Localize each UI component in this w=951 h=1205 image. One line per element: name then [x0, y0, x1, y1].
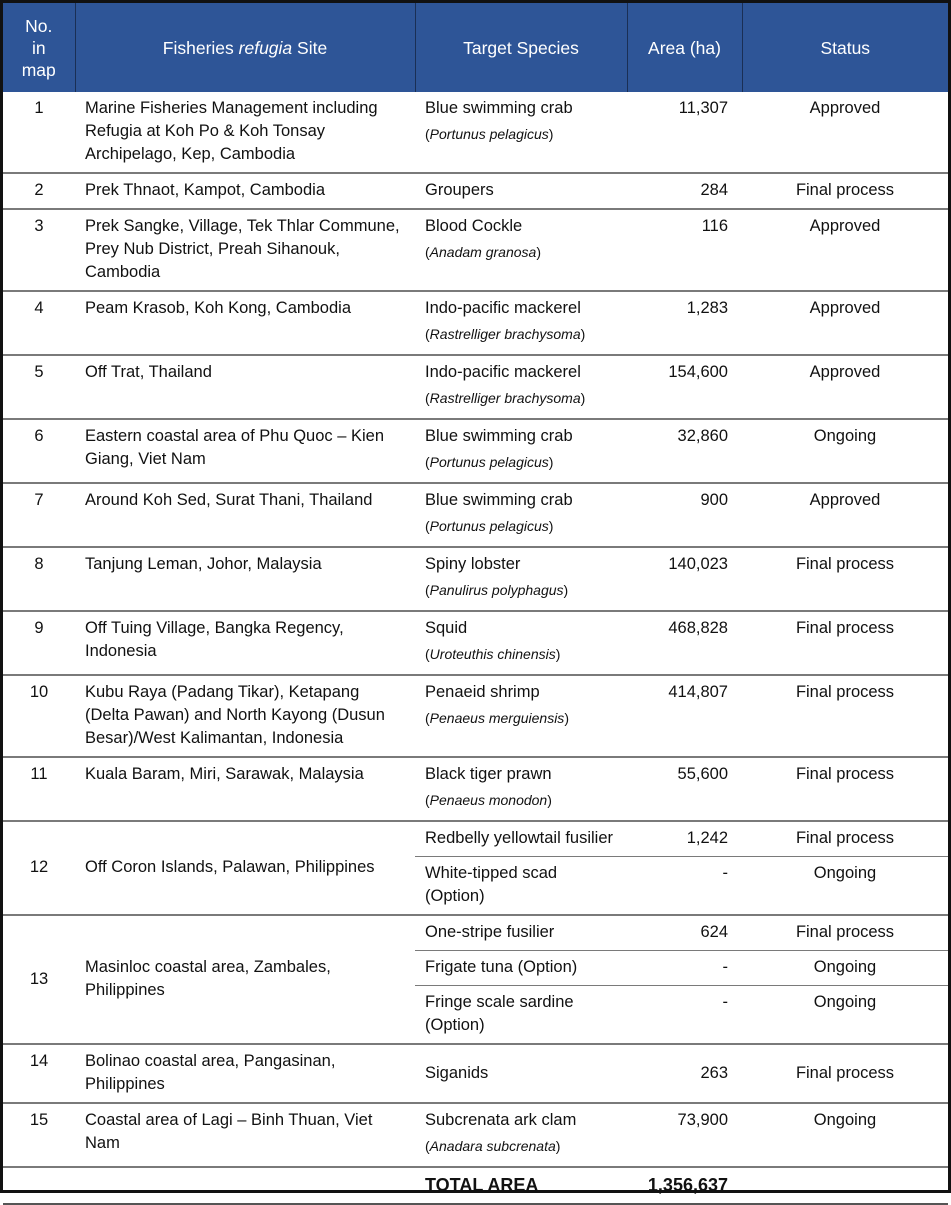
area-ha: 116	[627, 209, 742, 291]
target-species	[415, 857, 627, 916]
table-row	[3, 355, 948, 419]
site-name: Prek Thnaot, Kampot, Cambodia	[75, 173, 415, 209]
species-scientific-name: (Portunus pelagicus)	[425, 126, 554, 142]
species-common-name: Frigate tuna (Option)	[425, 958, 578, 976]
area-ha: 32,860	[627, 419, 742, 483]
status-value: Approved	[742, 483, 948, 547]
site-number: 12	[3, 821, 75, 915]
table-row	[3, 915, 948, 951]
site-name: Prek Sangke, Village, Tek Thlar Commune, Prey Nub District, Preah Sihanouk, Cambodia	[75, 209, 415, 291]
species-common-name: Subcrenata ark clam	[425, 1111, 577, 1129]
target-species	[415, 355, 627, 419]
table-row	[3, 483, 948, 547]
site-number: 3	[3, 209, 75, 291]
area-ha: 284	[627, 173, 742, 209]
species-common-name: Redbelly yellowtail fusilier	[425, 829, 613, 847]
species-scientific-name: (Anadam granosa)	[425, 244, 541, 260]
target-species	[415, 483, 627, 547]
status-value: Final process	[742, 611, 948, 675]
species-common-name: Siganids	[425, 1063, 489, 1082]
area-ha: 154,600	[627, 355, 742, 419]
status-value: Final process	[742, 757, 948, 821]
status-value: Final process	[742, 821, 948, 857]
site-name: Around Koh Sed, Surat Thani, Thailand	[75, 483, 415, 547]
target-species	[415, 173, 627, 209]
site-number: 10	[3, 675, 75, 757]
table-header	[3, 3, 948, 92]
status-value: Final process	[742, 547, 948, 611]
target-species	[415, 757, 627, 821]
target-species	[415, 209, 627, 291]
species-scientific-name: (Rastrelliger brachysoma)	[425, 326, 586, 342]
site-number: 13	[3, 915, 75, 1044]
area-ha: 73,900	[627, 1103, 742, 1167]
site-number: 11	[3, 757, 75, 821]
area-ha: -	[627, 857, 742, 916]
site-number: 7	[3, 483, 75, 547]
table-row	[3, 419, 948, 483]
table-row	[3, 547, 948, 611]
status-value: Final process	[742, 675, 948, 757]
area-ha: 1,283	[627, 291, 742, 355]
status-value: Approved	[742, 291, 948, 355]
table-row	[3, 1044, 948, 1103]
table-row	[3, 92, 948, 173]
species-common-name: Blue swimming crab	[425, 99, 573, 117]
target-species	[415, 986, 627, 1045]
target-species	[415, 92, 627, 173]
area-ha: 414,807	[627, 675, 742, 757]
species-common-name: Fringe scale sardine (Option)	[425, 993, 574, 1034]
status-value: Final process	[742, 173, 948, 209]
site-name: Off Coron Islands, Palawan, Philippines	[75, 821, 415, 915]
area-ha: 468,828	[627, 611, 742, 675]
total-row	[3, 1167, 948, 1204]
species-scientific-name: (Portunus pelagicus)	[425, 518, 554, 534]
status-value: Approved	[742, 355, 948, 419]
table-row	[3, 209, 948, 291]
table-row	[3, 821, 948, 857]
site-number: 2	[3, 173, 75, 209]
status-value: Ongoing	[742, 986, 948, 1045]
status-value: Approved	[742, 209, 948, 291]
target-species	[415, 951, 627, 986]
total-empty-cell	[3, 1167, 75, 1204]
total-value: 1,356,637	[627, 1167, 742, 1204]
status-value: Ongoing	[742, 857, 948, 916]
species-common-name: Indo-pacific mackerel	[425, 299, 581, 317]
status-value: Ongoing	[742, 419, 948, 483]
site-name: Kuala Baram, Miri, Sarawak, Malaysia	[75, 757, 415, 821]
species-common-name: Blue swimming crab	[425, 491, 573, 509]
species-scientific-name: (Penaeus monodon)	[425, 792, 552, 808]
site-number: 1	[3, 92, 75, 173]
site-name: Bolinao coastal area, Pangasinan, Philippines	[75, 1044, 415, 1103]
status-value: Ongoing	[742, 951, 948, 986]
header-status: Status	[742, 3, 948, 92]
species-scientific-name: (Panulirus polyphagus)	[425, 582, 569, 598]
table-row	[3, 757, 948, 821]
area-ha: 55,600	[627, 757, 742, 821]
status-value: Final process	[742, 915, 948, 951]
area-ha: 624	[627, 915, 742, 951]
species-common-name: Spiny lobster	[425, 555, 521, 573]
site-name: Eastern coastal area of Phu Quoc – Kien Giang, Viet Nam	[75, 419, 415, 483]
site-name: Masinloc coastal area, Zambales, Philippines	[75, 915, 415, 1044]
species-common-name: One-stripe fusilier	[425, 923, 555, 941]
species-common-name: White-tipped scad (Option)	[425, 864, 558, 905]
area-ha: 11,307	[627, 92, 742, 173]
total-label: TOTAL AREA	[415, 1167, 627, 1204]
species-scientific-name: (Anadara subcrenata)	[425, 1138, 561, 1154]
target-species	[415, 675, 627, 757]
table-row	[3, 675, 948, 757]
table-body	[3, 92, 948, 1204]
site-name: Off Tuing Village, Bangka Regency, Indonesia	[75, 611, 415, 675]
area-ha: 900	[627, 483, 742, 547]
species-scientific-name: (Penaeus merguiensis)	[425, 710, 569, 726]
site-name: Off Trat, Thailand	[75, 355, 415, 419]
area-ha: -	[627, 951, 742, 986]
header-no-in-map: No. in map	[3, 3, 75, 92]
total-empty-cell	[75, 1167, 415, 1204]
site-number: 14	[3, 1044, 75, 1103]
total-empty-cell	[742, 1167, 948, 1204]
target-species	[415, 915, 627, 951]
target-species	[415, 547, 627, 611]
target-species	[415, 291, 627, 355]
area-ha: 263	[627, 1044, 742, 1103]
header-area: Area (ha)	[627, 3, 742, 92]
status-value: Ongoing	[742, 1103, 948, 1167]
site-number: 15	[3, 1103, 75, 1167]
target-species	[415, 611, 627, 675]
header-target-species: Target Species	[415, 3, 627, 92]
site-number: 6	[3, 419, 75, 483]
area-ha: 140,023	[627, 547, 742, 611]
site-number: 9	[3, 611, 75, 675]
status-value: Approved	[742, 92, 948, 173]
target-species	[415, 821, 627, 857]
site-number: 5	[3, 355, 75, 419]
species-common-name: Blue swimming crab	[425, 427, 573, 445]
species-scientific-name: (Uroteuthis chinensis)	[425, 646, 561, 662]
species-common-name: Black tiger prawn	[425, 765, 552, 783]
fisheries-refugia-table	[3, 3, 948, 1205]
target-species	[415, 419, 627, 483]
area-ha: 1,242	[627, 821, 742, 857]
table-row	[3, 611, 948, 675]
species-common-name: Blood Cockle	[425, 217, 523, 235]
site-name: Coastal area of Lagi – Binh Thuan, Viet Nam	[75, 1103, 415, 1167]
species-scientific-name: (Portunus pelagicus)	[425, 454, 554, 470]
table-row	[3, 173, 948, 209]
table-row	[3, 1103, 948, 1167]
target-species	[415, 1103, 627, 1167]
site-number: 8	[3, 547, 75, 611]
species-common-name: Groupers	[425, 181, 494, 199]
site-name: Peam Krasob, Koh Kong, Cambodia	[75, 291, 415, 355]
target-species	[415, 1044, 627, 1103]
site-name: Kubu Raya (Padang Tikar), Ketapang (Delta Pawan) and North Kayong (Dusun Besar)/West Kalimantan, Indonesia	[75, 675, 415, 757]
species-common-name: Indo-pacific mackerel	[425, 363, 581, 381]
site-name: Marine Fisheries Management including Refugia at Koh Po & Koh Tonsay Archipelago, Kep, Cambodia	[75, 92, 415, 173]
site-name: Tanjung Leman, Johor, Malaysia	[75, 547, 415, 611]
table-row	[3, 291, 948, 355]
site-number: 4	[3, 291, 75, 355]
species-common-name: Squid	[425, 619, 468, 637]
header-site: Fisheries refugia Site	[75, 3, 415, 92]
species-scientific-name: (Rastrelliger brachysoma)	[425, 390, 586, 406]
area-ha: -	[627, 986, 742, 1045]
species-common-name: Penaeid shrimp	[425, 683, 540, 701]
status-value: Final process	[742, 1044, 948, 1103]
